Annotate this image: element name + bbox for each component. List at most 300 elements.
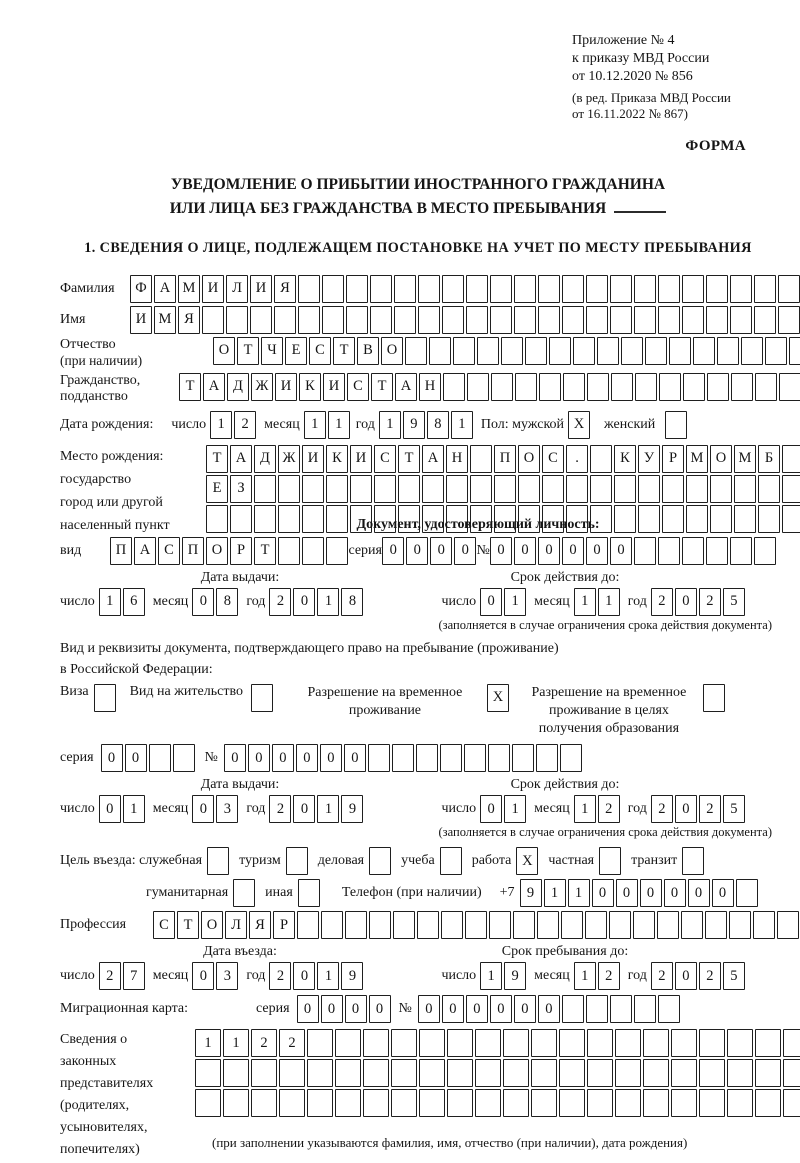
migration-number-input[interactable] (418, 995, 680, 1023)
char-cell[interactable] (391, 1029, 417, 1057)
char-cell[interactable]: 0 (248, 744, 270, 772)
char-cell[interactable]: 0 (514, 537, 536, 565)
char-cell[interactable]: 0 (296, 744, 318, 772)
char-cell[interactable]: 0 (430, 537, 452, 565)
char-cell[interactable]: Т (371, 373, 393, 401)
char-cell[interactable] (633, 911, 655, 939)
char-cell[interactable] (590, 445, 612, 473)
char-cell[interactable]: 0 (480, 795, 502, 823)
char-cell[interactable] (302, 537, 324, 565)
char-cell[interactable]: . (566, 445, 588, 473)
residence-valid-month-input[interactable] (574, 795, 620, 823)
char-cell[interactable] (706, 275, 728, 303)
char-cell[interactable] (447, 1059, 473, 1087)
char-cell[interactable] (754, 275, 776, 303)
char-cell[interactable] (731, 373, 753, 401)
char-cell[interactable] (693, 337, 715, 365)
char-cell[interactable] (254, 475, 276, 503)
char-cell[interactable] (470, 475, 492, 503)
char-cell[interactable] (491, 373, 513, 401)
char-cell[interactable]: 2 (234, 411, 256, 439)
char-cell[interactable]: С (347, 373, 369, 401)
char-cell[interactable]: 2 (269, 962, 291, 990)
char-cell[interactable] (322, 306, 344, 334)
char-cell[interactable] (778, 306, 800, 334)
residence-issue-day-input[interactable] (99, 795, 145, 823)
birth-day-input[interactable] (210, 411, 256, 439)
char-cell[interactable]: С (309, 337, 331, 365)
char-cell[interactable] (611, 373, 633, 401)
representatives-input-1[interactable] (195, 1029, 800, 1057)
char-cell[interactable]: 5 (723, 962, 745, 990)
char-cell[interactable] (539, 373, 561, 401)
char-cell[interactable] (503, 1029, 529, 1057)
char-cell[interactable] (419, 1089, 445, 1117)
char-cell[interactable] (326, 475, 348, 503)
edu-permit-checkbox[interactable] (703, 684, 725, 712)
char-cell[interactable] (671, 1029, 697, 1057)
char-cell[interactable] (302, 505, 324, 533)
char-cell[interactable] (753, 911, 775, 939)
char-cell[interactable] (783, 1029, 800, 1057)
char-cell[interactable]: 1 (451, 411, 473, 439)
char-cell[interactable]: 0 (514, 995, 536, 1023)
char-cell[interactable]: Р (230, 537, 252, 565)
char-cell[interactable]: 9 (504, 962, 526, 990)
char-cell[interactable]: X (568, 411, 590, 439)
char-cell[interactable]: 1 (598, 588, 620, 616)
char-cell[interactable] (514, 306, 536, 334)
char-cell[interactable]: О (518, 445, 540, 473)
char-cell[interactable]: К (326, 445, 348, 473)
char-cell[interactable] (368, 744, 390, 772)
char-cell[interactable] (173, 744, 195, 772)
char-cell[interactable]: 8 (216, 588, 238, 616)
char-cell[interactable]: О (710, 445, 732, 473)
char-cell[interactable] (518, 475, 540, 503)
char-cell[interactable] (754, 537, 776, 565)
char-cell[interactable] (758, 475, 780, 503)
char-cell[interactable]: З (230, 475, 252, 503)
char-cell[interactable]: 0 (192, 795, 214, 823)
char-cell[interactable] (643, 1089, 669, 1117)
char-cell[interactable]: И (302, 445, 324, 473)
char-cell[interactable]: 0 (321, 995, 343, 1023)
char-cell[interactable] (586, 275, 608, 303)
residence-issue-month-input[interactable] (192, 795, 238, 823)
char-cell[interactable] (470, 445, 492, 473)
char-cell[interactable]: 9 (341, 962, 363, 990)
char-cell[interactable] (587, 1059, 613, 1087)
purpose-tourism-checkbox[interactable] (286, 847, 308, 875)
char-cell[interactable] (363, 1059, 389, 1087)
char-cell[interactable] (727, 1059, 753, 1087)
char-cell[interactable]: Т (398, 445, 420, 473)
char-cell[interactable] (657, 911, 679, 939)
char-cell[interactable]: 1 (123, 795, 145, 823)
residence-valid-day-input[interactable] (480, 795, 526, 823)
char-cell[interactable] (587, 373, 609, 401)
stay-month-input[interactable] (574, 962, 620, 990)
char-cell[interactable]: 1 (504, 588, 526, 616)
char-cell[interactable] (251, 1089, 277, 1117)
char-cell[interactable] (429, 337, 451, 365)
char-cell[interactable]: 1 (99, 588, 121, 616)
char-cell[interactable]: И (275, 373, 297, 401)
char-cell[interactable] (562, 995, 584, 1023)
char-cell[interactable] (765, 337, 787, 365)
char-cell[interactable] (149, 744, 171, 772)
char-cell[interactable]: 0 (293, 588, 315, 616)
char-cell[interactable]: 1 (480, 962, 502, 990)
char-cell[interactable] (233, 879, 255, 907)
char-cell[interactable] (514, 275, 536, 303)
char-cell[interactable] (706, 306, 728, 334)
char-cell[interactable] (223, 1059, 249, 1087)
char-cell[interactable]: 1 (317, 795, 339, 823)
char-cell[interactable] (643, 1029, 669, 1057)
char-cell[interactable] (635, 373, 657, 401)
char-cell[interactable] (699, 1059, 725, 1087)
char-cell[interactable]: 0 (99, 795, 121, 823)
char-cell[interactable] (573, 337, 595, 365)
char-cell[interactable]: 0 (272, 744, 294, 772)
char-cell[interactable]: 2 (251, 1029, 277, 1057)
char-cell[interactable]: 1 (195, 1029, 221, 1057)
char-cell[interactable]: 0 (586, 537, 608, 565)
char-cell[interactable] (710, 505, 732, 533)
char-cell[interactable]: А (422, 445, 444, 473)
char-cell[interactable] (307, 1029, 333, 1057)
char-cell[interactable] (782, 445, 800, 473)
char-cell[interactable] (515, 373, 537, 401)
char-cell[interactable]: И (130, 306, 152, 334)
char-cell[interactable] (512, 744, 534, 772)
temp-permit-checkbox[interactable] (487, 684, 509, 712)
char-cell[interactable] (195, 1059, 221, 1087)
char-cell[interactable] (477, 337, 499, 365)
char-cell[interactable]: 0 (616, 879, 638, 907)
char-cell[interactable]: П (110, 537, 132, 565)
purpose-other-checkbox[interactable] (298, 879, 320, 907)
char-cell[interactable] (634, 995, 656, 1023)
char-cell[interactable]: 0 (675, 962, 697, 990)
char-cell[interactable] (561, 911, 583, 939)
char-cell[interactable] (542, 475, 564, 503)
char-cell[interactable] (223, 1089, 249, 1117)
char-cell[interactable]: А (203, 373, 225, 401)
char-cell[interactable]: 0 (418, 995, 440, 1023)
char-cell[interactable] (394, 306, 416, 334)
char-cell[interactable] (447, 1029, 473, 1057)
char-cell[interactable] (614, 475, 636, 503)
stay-day-input[interactable] (480, 962, 526, 990)
char-cell[interactable]: Я (274, 275, 296, 303)
char-cell[interactable]: Т (179, 373, 201, 401)
char-cell[interactable] (777, 911, 799, 939)
char-cell[interactable] (537, 911, 559, 939)
char-cell[interactable] (345, 911, 367, 939)
char-cell[interactable]: 0 (592, 879, 614, 907)
char-cell[interactable] (758, 505, 780, 533)
char-cell[interactable]: 0 (192, 962, 214, 990)
char-cell[interactable]: 0 (297, 995, 319, 1023)
char-cell[interactable] (615, 1089, 641, 1117)
doc-number-input[interactable] (490, 537, 776, 565)
char-cell[interactable]: 5 (723, 588, 745, 616)
char-cell[interactable] (634, 537, 656, 565)
char-cell[interactable] (350, 475, 372, 503)
char-cell[interactable]: 6 (123, 588, 145, 616)
char-cell[interactable]: Р (273, 911, 295, 939)
char-cell[interactable] (250, 306, 272, 334)
char-cell[interactable]: Я (249, 911, 271, 939)
char-cell[interactable] (705, 911, 727, 939)
char-cell[interactable]: Д (254, 445, 276, 473)
char-cell[interactable] (286, 847, 308, 875)
char-cell[interactable] (730, 275, 752, 303)
char-cell[interactable]: Б (758, 445, 780, 473)
char-cell[interactable] (643, 1059, 669, 1087)
char-cell[interactable] (391, 1089, 417, 1117)
profession-input[interactable] (153, 911, 800, 939)
char-cell[interactable] (446, 475, 468, 503)
char-cell[interactable] (610, 275, 632, 303)
char-cell[interactable]: С (542, 445, 564, 473)
char-cell[interactable] (279, 1089, 305, 1117)
char-cell[interactable]: Т (333, 337, 355, 365)
char-cell[interactable] (195, 1089, 221, 1117)
char-cell[interactable] (755, 1089, 781, 1117)
char-cell[interactable]: 2 (279, 1029, 305, 1057)
char-cell[interactable] (393, 911, 415, 939)
char-cell[interactable]: 0 (454, 537, 476, 565)
char-cell[interactable] (419, 1059, 445, 1087)
char-cell[interactable] (590, 475, 612, 503)
char-cell[interactable] (251, 1059, 277, 1087)
char-cell[interactable] (298, 275, 320, 303)
char-cell[interactable]: 0 (125, 744, 147, 772)
char-cell[interactable]: С (153, 911, 175, 939)
char-cell[interactable]: 0 (610, 537, 632, 565)
sex-male-checkbox[interactable] (568, 411, 590, 439)
char-cell[interactable] (634, 275, 656, 303)
char-cell[interactable] (94, 684, 116, 712)
char-cell[interactable] (391, 1059, 417, 1087)
char-cell[interactable] (682, 306, 704, 334)
char-cell[interactable] (490, 306, 512, 334)
citizenship-input[interactable] (179, 373, 800, 401)
char-cell[interactable]: Т (254, 537, 276, 565)
char-cell[interactable] (789, 337, 800, 365)
char-cell[interactable] (475, 1029, 501, 1057)
char-cell[interactable] (585, 911, 607, 939)
char-cell[interactable] (609, 911, 631, 939)
char-cell[interactable]: 0 (490, 537, 512, 565)
char-cell[interactable]: 2 (651, 588, 673, 616)
char-cell[interactable]: 1 (568, 879, 590, 907)
char-cell[interactable]: 2 (99, 962, 121, 990)
char-cell[interactable]: Ф (130, 275, 152, 303)
char-cell[interactable] (467, 373, 489, 401)
char-cell[interactable] (727, 1089, 753, 1117)
char-cell[interactable] (559, 1059, 585, 1087)
char-cell[interactable] (369, 847, 391, 875)
char-cell[interactable] (335, 1059, 361, 1087)
char-cell[interactable] (419, 1029, 445, 1057)
char-cell[interactable] (394, 275, 416, 303)
char-cell[interactable]: 1 (317, 962, 339, 990)
char-cell[interactable] (638, 505, 660, 533)
char-cell[interactable] (503, 1059, 529, 1087)
char-cell[interactable] (686, 475, 708, 503)
char-cell[interactable] (207, 847, 229, 875)
visa-checkbox[interactable] (94, 684, 116, 712)
char-cell[interactable]: О (206, 537, 228, 565)
char-cell[interactable]: П (182, 537, 204, 565)
char-cell[interactable] (346, 306, 368, 334)
char-cell[interactable] (634, 306, 656, 334)
char-cell[interactable]: 2 (651, 795, 673, 823)
char-cell[interactable]: 1 (504, 795, 526, 823)
char-cell[interactable]: Т (237, 337, 259, 365)
char-cell[interactable] (741, 337, 763, 365)
purpose-humanitarian-checkbox[interactable] (233, 879, 255, 907)
char-cell[interactable] (638, 475, 660, 503)
char-cell[interactable] (475, 1059, 501, 1087)
char-cell[interactable] (682, 275, 704, 303)
birth-month-input[interactable] (304, 411, 350, 439)
char-cell[interactable] (671, 1059, 697, 1087)
purpose-business-checkbox[interactable] (369, 847, 391, 875)
char-cell[interactable]: М (686, 445, 708, 473)
char-cell[interactable] (549, 337, 571, 365)
char-cell[interactable]: 0 (320, 744, 342, 772)
char-cell[interactable]: 0 (406, 537, 428, 565)
char-cell[interactable] (206, 505, 228, 533)
migration-series-input[interactable] (297, 995, 391, 1023)
char-cell[interactable]: К (614, 445, 636, 473)
char-cell[interactable] (307, 1089, 333, 1117)
char-cell[interactable] (466, 306, 488, 334)
char-cell[interactable]: Е (285, 337, 307, 365)
char-cell[interactable]: 0 (480, 588, 502, 616)
char-cell[interactable]: 1 (574, 588, 596, 616)
char-cell[interactable] (717, 337, 739, 365)
char-cell[interactable]: 0 (442, 995, 464, 1023)
char-cell[interactable]: 0 (538, 537, 560, 565)
char-cell[interactable] (298, 306, 320, 334)
char-cell[interactable] (278, 475, 300, 503)
char-cell[interactable] (501, 337, 523, 365)
char-cell[interactable] (513, 911, 535, 939)
char-cell[interactable]: О (381, 337, 403, 365)
char-cell[interactable] (559, 1029, 585, 1057)
char-cell[interactable] (440, 744, 462, 772)
representatives-input-3[interactable] (195, 1089, 800, 1117)
char-cell[interactable] (734, 505, 756, 533)
char-cell[interactable]: 0 (466, 995, 488, 1023)
purpose-study-checkbox[interactable] (440, 847, 462, 875)
char-cell[interactable]: 0 (192, 588, 214, 616)
char-cell[interactable] (658, 306, 680, 334)
char-cell[interactable]: 0 (382, 537, 404, 565)
char-cell[interactable] (599, 847, 621, 875)
char-cell[interactable] (465, 911, 487, 939)
char-cell[interactable] (536, 744, 558, 772)
entry-year-input[interactable] (269, 962, 363, 990)
purpose-official-checkbox[interactable] (207, 847, 229, 875)
char-cell[interactable] (683, 373, 705, 401)
char-cell[interactable] (658, 995, 680, 1023)
char-cell[interactable] (466, 275, 488, 303)
char-cell[interactable] (202, 306, 224, 334)
char-cell[interactable] (297, 911, 319, 939)
char-cell[interactable] (226, 306, 248, 334)
char-cell[interactable]: С (158, 537, 180, 565)
char-cell[interactable] (662, 475, 684, 503)
name-input[interactable] (130, 306, 800, 334)
char-cell[interactable]: 9 (403, 411, 425, 439)
char-cell[interactable] (658, 537, 680, 565)
char-cell[interactable] (335, 1089, 361, 1117)
char-cell[interactable]: 2 (699, 795, 721, 823)
char-cell[interactable]: 1 (304, 411, 326, 439)
char-cell[interactable]: 2 (269, 795, 291, 823)
residence-valid-year-input[interactable] (651, 795, 745, 823)
char-cell[interactable]: 0 (712, 879, 734, 907)
purpose-transit-checkbox[interactable] (682, 847, 704, 875)
char-cell[interactable] (662, 505, 684, 533)
char-cell[interactable]: М (734, 445, 756, 473)
char-cell[interactable]: 0 (345, 995, 367, 1023)
char-cell[interactable]: Н (446, 445, 468, 473)
doc-issue-month-input[interactable] (192, 588, 238, 616)
char-cell[interactable] (682, 847, 704, 875)
char-cell[interactable] (587, 1029, 613, 1057)
char-cell[interactable] (710, 475, 732, 503)
char-cell[interactable] (707, 373, 729, 401)
char-cell[interactable] (441, 911, 463, 939)
char-cell[interactable] (659, 373, 681, 401)
char-cell[interactable] (335, 1029, 361, 1057)
char-cell[interactable] (586, 306, 608, 334)
doc-issue-year-input[interactable] (269, 588, 363, 616)
char-cell[interactable] (279, 1059, 305, 1087)
char-cell[interactable]: 1 (574, 795, 596, 823)
char-cell[interactable] (488, 744, 510, 772)
char-cell[interactable]: 3 (216, 962, 238, 990)
patronymic-input[interactable] (213, 337, 800, 365)
char-cell[interactable]: 2 (269, 588, 291, 616)
char-cell[interactable]: 1 (574, 962, 596, 990)
char-cell[interactable] (621, 337, 643, 365)
doc-series-input[interactable] (382, 537, 476, 565)
char-cell[interactable]: А (230, 445, 252, 473)
char-cell[interactable] (645, 337, 667, 365)
char-cell[interactable]: Н (419, 373, 441, 401)
char-cell[interactable]: 0 (675, 588, 697, 616)
char-cell[interactable] (453, 337, 475, 365)
char-cell[interactable] (614, 505, 636, 533)
representatives-input-2[interactable] (195, 1059, 800, 1087)
char-cell[interactable] (782, 505, 800, 533)
char-cell[interactable]: 0 (293, 962, 315, 990)
residence-issue-year-input[interactable] (269, 795, 363, 823)
char-cell[interactable]: У (638, 445, 660, 473)
char-cell[interactable]: М (178, 275, 200, 303)
char-cell[interactable] (392, 744, 414, 772)
